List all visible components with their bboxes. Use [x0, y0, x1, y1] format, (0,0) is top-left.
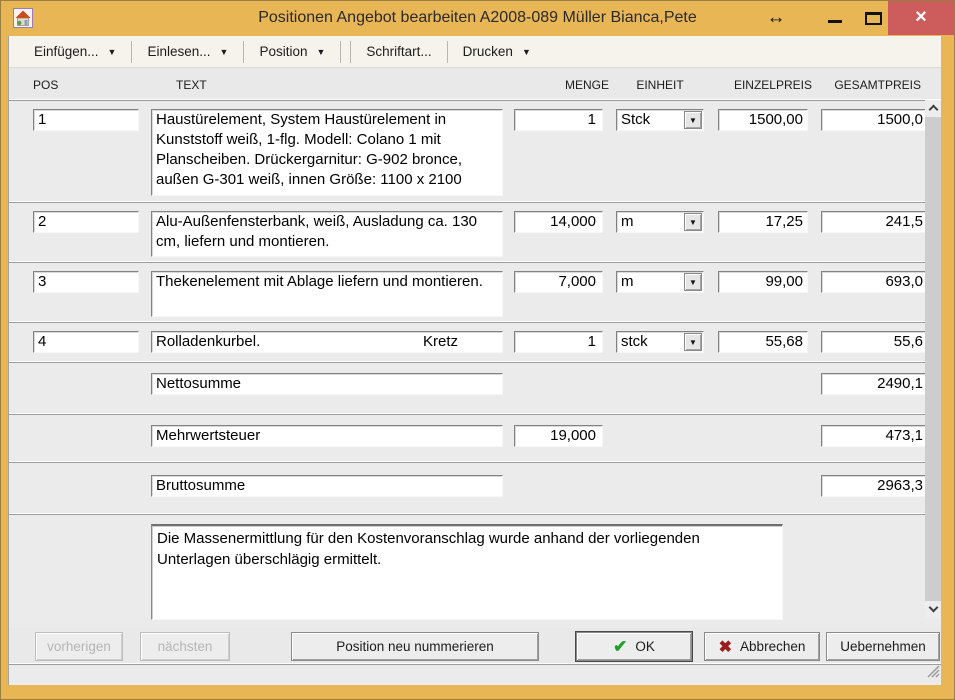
einheit-select[interactable] [616, 271, 704, 293]
menu-position[interactable] [244, 36, 340, 68]
menu-drucken[interactable] [448, 36, 546, 68]
menge-input[interactable]: 1 [514, 109, 603, 131]
pos-input[interactable]: 3 [33, 271, 139, 293]
menu-schriftart-label: Schriftart... [366, 44, 432, 59]
previous-button-label: vorherigen [47, 639, 111, 654]
netto-gesamtpreis-input[interactable]: 2490,1 [821, 373, 941, 395]
menu-einfuegen[interactable] [19, 36, 131, 68]
chevron-down-icon [929, 603, 939, 613]
netto-row [9, 362, 941, 414]
chevron-down-icon: ▼ [107, 46, 117, 57]
minimize-icon [828, 20, 842, 23]
column-header-gesamtpreis: GESAMTPREIS [834, 78, 921, 92]
next-button-label: nächsten [157, 639, 213, 654]
previous-button[interactable] [35, 632, 123, 661]
brutto-row [9, 462, 941, 514]
menubar [9, 36, 941, 68]
position-row [9, 262, 941, 322]
scroll-up-button[interactable] [925, 100, 941, 117]
menu-einfuegen-label: Einfügen... [34, 44, 99, 59]
einzelpreis-input[interactable]: 1500,00 [718, 109, 808, 131]
menu-drucken-label: Drucken [462, 44, 513, 59]
position-row [9, 100, 941, 202]
close-icon: × [915, 6, 927, 28]
chevron-down-icon: ▼ [316, 46, 326, 57]
window-title: Positionen Angebot bearbeiten A2008-089 Müller Bianca,Pete [258, 9, 697, 26]
mwst-row [9, 414, 941, 462]
text-input[interactable]: Haustürelement, System Haustürelement in Kunststoff weiß, 1-flg. Modell: Colano 1 mit Planscheiben. Drückergarnitur: G-902 bronce, außen G-301 weiß, innen Größe: 1100 x 2100 [151, 109, 503, 196]
pos-input[interactable]: 2 [33, 211, 139, 233]
menu-einlesen-label: Einlesen... [147, 44, 211, 59]
menge-input[interactable]: 7,000 [514, 271, 603, 293]
chevron-down-icon[interactable]: ▼ [684, 273, 702, 291]
statusbar [9, 664, 941, 685]
mwst-satz-input[interactable]: 19,000 [514, 425, 603, 447]
menu-einlesen[interactable] [132, 36, 243, 68]
ok-button-label: OK [635, 639, 655, 654]
apply-button-label: Uebernehmen [840, 639, 926, 654]
einheit-value: stck [621, 333, 648, 350]
text-value-right: Kretz [422, 333, 458, 350]
gesamtpreis-input[interactable]: 55,6 [821, 331, 941, 353]
einheit-value: Stck [621, 111, 651, 128]
resize-grip[interactable] [926, 664, 940, 683]
resize-horizontal-icon[interactable]: ↔ [766, 7, 786, 28]
renumber-button[interactable] [291, 632, 539, 661]
einheit-value: m [621, 213, 634, 230]
mwst-label-input[interactable]: Mehrwertsteuer [151, 425, 503, 447]
chevron-down-icon: ▼ [521, 46, 531, 57]
close-button[interactable] [888, 1, 954, 35]
next-button[interactable] [140, 632, 230, 661]
text-input[interactable]: Alu-Außenfensterbank, weiß, Ausladung ca. 130 cm, liefern und montieren. [151, 211, 503, 257]
chevron-down-icon[interactable]: ▼ [684, 333, 702, 351]
gesamtpreis-input[interactable]: 1500,0 [821, 109, 941, 131]
cancel-button-label: Abbrechen [740, 639, 806, 654]
check-icon: ✔ [613, 636, 628, 656]
ok-button[interactable] [576, 632, 692, 661]
x-icon: ✖ [718, 638, 733, 656]
gesamtpreis-input[interactable]: 241,5 [821, 211, 941, 233]
brutto-label-input[interactable]: Bruttosumme [151, 475, 503, 497]
text-value: Rolladenkurbel. [156, 333, 261, 350]
maximize-icon [865, 12, 882, 25]
einheit-select[interactable] [616, 331, 704, 353]
einzelpreis-input[interactable]: 99,00 [718, 271, 808, 293]
einheit-value: m [621, 273, 634, 290]
pos-input[interactable]: 4 [33, 331, 139, 353]
position-row [9, 322, 941, 362]
menu-schriftart[interactable] [351, 36, 446, 68]
einzelpreis-input[interactable]: 55,68 [718, 331, 808, 353]
chevron-up-icon [929, 105, 939, 115]
apply-button[interactable] [826, 632, 940, 661]
titlebar[interactable] [0, 0, 955, 36]
minimize-button[interactable] [820, 1, 850, 35]
maximize-button[interactable] [858, 1, 888, 35]
chevron-down-icon[interactable]: ▼ [684, 111, 702, 129]
menge-input[interactable]: 1 [514, 331, 603, 353]
mwst-gesamtpreis-input[interactable]: 473,1 [821, 425, 941, 447]
menu-separator [340, 41, 341, 63]
column-header-einzelpreis: EINZELPREIS [733, 78, 812, 92]
menge-input[interactable]: 14,000 [514, 211, 603, 233]
chevron-down-icon: ▼ [219, 46, 229, 57]
netto-label-input[interactable]: Nettosumme [151, 373, 503, 395]
brutto-gesamtpreis-input[interactable]: 2963,3 [821, 475, 941, 497]
position-row [9, 202, 941, 262]
column-header-menge: MENGE [564, 78, 609, 92]
pos-input[interactable]: 1 [33, 109, 139, 131]
einheit-select[interactable] [616, 211, 704, 233]
einzelpreis-input[interactable]: 17,25 [718, 211, 808, 233]
column-header-pos: POS [33, 78, 59, 92]
chevron-down-icon[interactable]: ▼ [684, 213, 702, 231]
renumber-button-label: Position neu nummerieren [336, 639, 494, 654]
einheit-select[interactable] [616, 109, 704, 131]
cancel-button[interactable] [704, 632, 820, 661]
text-input[interactable]: Thekenelement mit Ablage liefern und montieren. [151, 271, 503, 317]
dialog-content [8, 36, 941, 685]
gesamtpreis-input[interactable]: 693,0 [821, 271, 941, 293]
menu-position-label: Position [259, 44, 308, 59]
column-header-einheit: EINHEIT [636, 78, 684, 92]
scroll-down-button[interactable] [925, 601, 941, 618]
vertical-scrollbar[interactable] [925, 100, 941, 618]
note-textarea[interactable]: Die Massenermittlung für den Kostenvoranschlag wurde anhand der vorliegenden Unterlagen überschlägig ermittelt. [151, 524, 783, 620]
column-header-text: TEXT [176, 78, 207, 92]
text-input[interactable] [151, 331, 503, 353]
